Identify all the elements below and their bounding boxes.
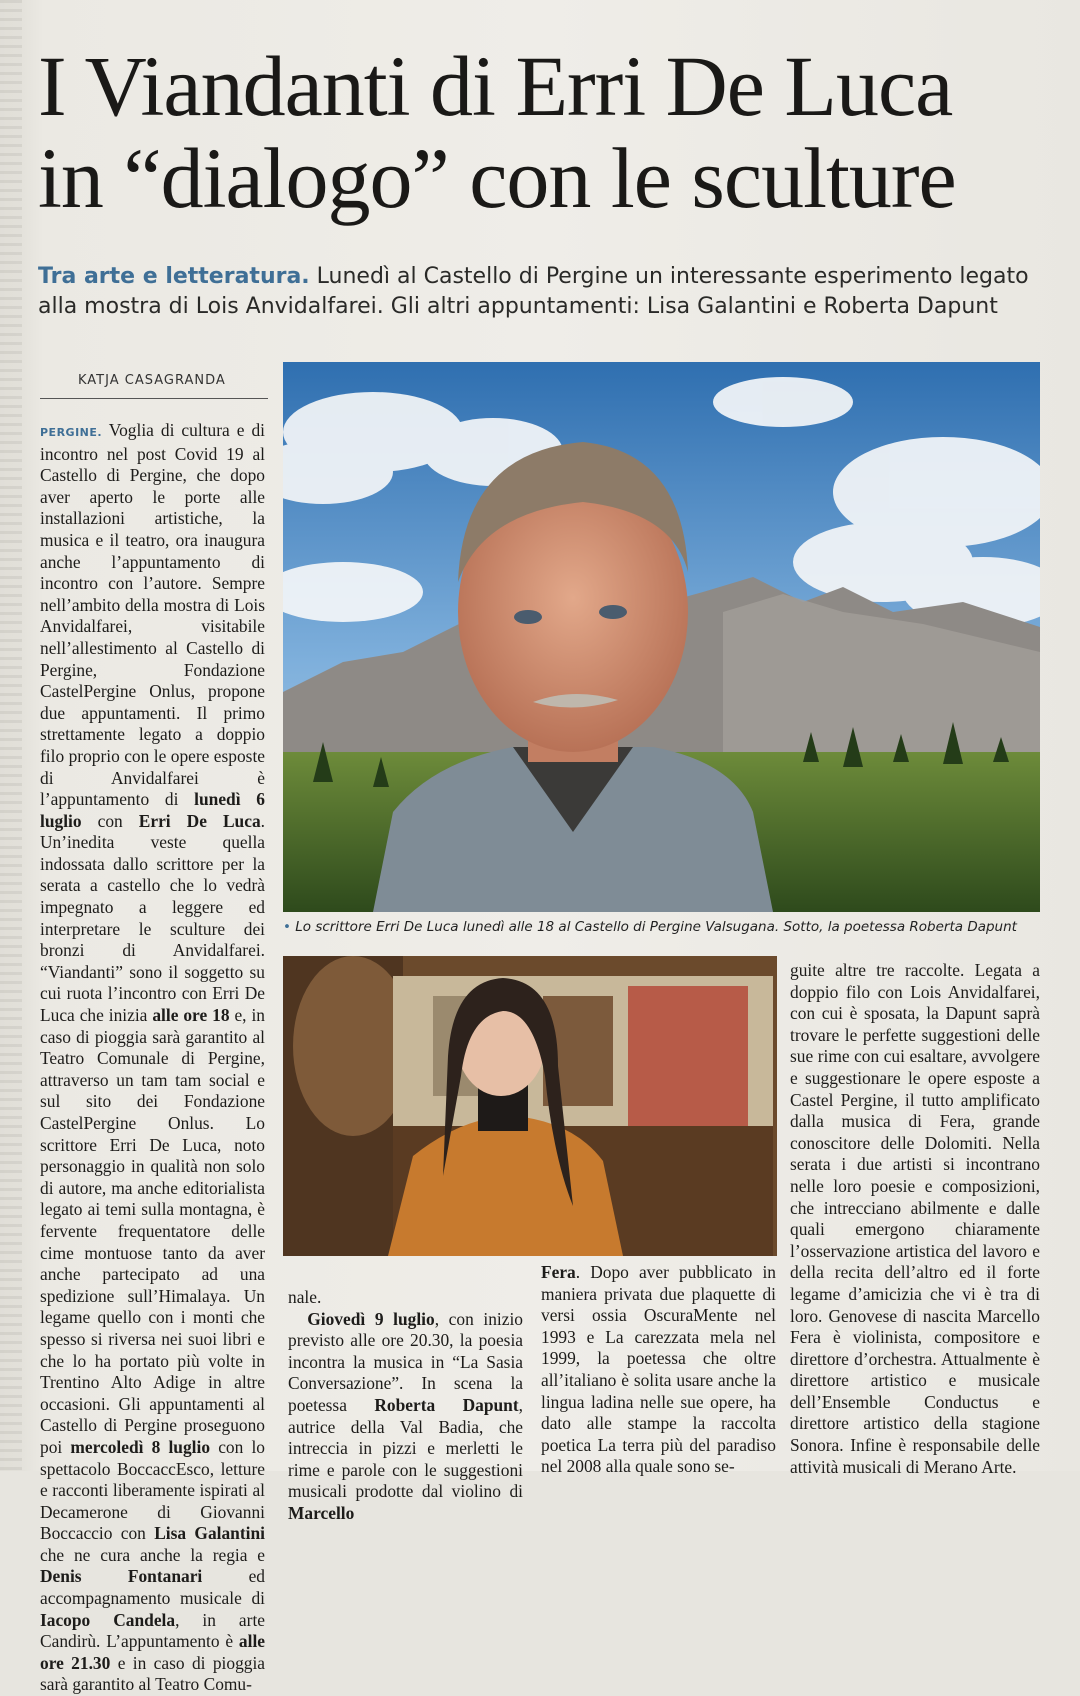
photo-caption	[283, 919, 1040, 935]
body-text: , in arte Candirù. L’appuntamento è	[40, 1609, 265, 1652]
article-headline	[38, 40, 1058, 224]
body-bold: Marcello	[288, 1502, 355, 1523]
body-text: ed accompagnamento musicale di	[40, 1566, 265, 1609]
poet-portrait-illustration	[283, 956, 777, 1256]
caption-bullet-icon: •	[283, 919, 291, 935]
body-bold: alle ore 18	[152, 1005, 230, 1026]
body-column-3	[541, 1262, 776, 1478]
body-bold: Iacopo Candela	[40, 1609, 176, 1630]
subhead-kicker: Tra arte e letteratura.	[38, 264, 310, 289]
body-text: con	[81, 810, 139, 831]
body-bold: Giovedì 9 luglio	[307, 1308, 435, 1329]
body-bold: Roberta Dapunt	[374, 1394, 519, 1415]
poet-portrait-photo	[283, 956, 777, 1256]
adjacent-column-bleed	[0, 0, 22, 1471]
body-bold: lunedì 6 luglio	[40, 789, 265, 831]
body-text: nale.	[288, 1287, 322, 1307]
body-column-2	[288, 1287, 523, 1525]
body-text: che ne cura anche la regia e	[40, 1544, 265, 1565]
dateline-place: PERGINE.	[40, 426, 103, 439]
body-text: guite altre tre raccolte. Legata a doppio filo con Lois Anvidalfarei, con cui è sposata, la Dapunt saprà trovare le perfette suggestioni delle sue rime con cui esaltare, avvolgere e suggestionare le opere esposte a Castel Pergine, il tutto amplificato dalla musica di Fera, grande conoscitore delle Dolomiti. Nella serata i due artisti si incontrano nelle loro poesie e composizioni, che intrecciano abilmente e dalle quali emergono chiaramente l’osservazione artistica del lavoro e della recita dell’altro ed il forte legame d’amicizia che vi è tra di loro. Genovese di nascita Marcello Fera è violinista, compositore e direttore d’orchestra. Attualmente è direttore artistico e musicale dell’Ensemble Conductus e direttore artistico della stagione Sonora. Infine è responsabile delle attività musicali di Merano Arte.	[790, 960, 1040, 1477]
body-bold: Fera	[541, 1262, 576, 1282]
body-text: Voglia di cultura e di incontro nel post Covid 19 al Castello di Pergine, che dopo aver aperto le porte alle installazioni artistiche, la musica e il teatro, ora inaugura anche l’appuntamento di incontro con l’autore. Sempre nell’ambito della mostra di Lois Anvidalfarei, visitabile nell’allestimento al Castello di Pergine, Fondazione CastelPergine Onlus, propone due appuntamenti. Il primo strettamente legato a doppio filo proprio con le opere esposte di Anvidalfarei è l’appuntamento di	[40, 420, 265, 810]
body-text: . Dopo aver pubblicato in maniera privata due plaquette di versi ossia OscuraMente nel 1993 e La carezzata mela nel 1999, la poetessa che oltre all’italiano è solita usare anche la lingua ladina nelle sue opere, ha dato alle stampe la raccolta poetica La terra più del paradiso nel 2008 alla quale sono se-	[541, 1262, 776, 1477]
body-bold: Erri De Luca	[138, 810, 261, 831]
body-column-4	[790, 960, 1040, 1478]
headline-line-2: in “dialogo” con le sculture	[38, 130, 956, 226]
caption-text: Lo scrittore Erri De Luca lunedì alle 18 al Castello di Pergine Valsugana. Sotto, la poetessa Roberta Dapunt	[295, 919, 1017, 935]
body-text: e in caso di pioggia sarà garantito al Teatro Comu-	[40, 1652, 266, 1695]
byline: KATJA CASAGRANDA	[78, 373, 226, 388]
headline-line-1: I Viandanti di Erri De Luca	[38, 38, 953, 134]
body-text: , autrice della Val Badia, che intreccia in pizzi e merletti le rime e parole con le suggestioni musicali prodotte dal violino di	[288, 1394, 524, 1502]
body-bold: mercoledì 8 luglio	[70, 1436, 211, 1457]
body-bold: Lisa Galantini	[154, 1523, 265, 1544]
body-text: , con inizio previsto alle ore 20.30, la poesia incontra la musica in “La Sasia Conversazione”. In scena la poetessa	[288, 1308, 523, 1415]
body-text: e, in caso di pioggia sarà garantito al Teatro Comunale di Pergine, attraverso un tam tam social e sul sito dei Fondazione CastelPergine Onlus. Lo scrittore Erri De Luca, noto personaggio in qualità non solo di autore, ma anche editorialista legato ai temi sulla montagna, è fervente frequentatore delle cime montuose tanto da aver anche partecipato ad una spedizione sull’Himalaya. Un legame quello con i monti che spesso si riversa nei suoi libri e che lo ha portato più volte in Trentino Alto Adige in altre occasioni. Gli appuntamenti al Castello di Pergine proseguono poi	[40, 1005, 265, 1457]
subhead-text: Lunedì al Castello di Pergine un interessante esperimento legato alla mostra di Lois Anvidalfarei. Gli altri appuntamenti: Lisa Galantini e Roberta Dapunt	[38, 264, 1029, 319]
byline-divider	[40, 398, 268, 399]
body-column-1	[40, 420, 265, 1696]
writer-portrait-illustration	[283, 362, 1040, 912]
writer-portrait-photo	[283, 362, 1040, 912]
body-text: con lo spettacolo BoccaccEsco, letture e racconti liberamente ispirati al Decamerone di Giovanni Boccaccio con	[40, 1436, 265, 1544]
body-bold: Denis Fontanari	[40, 1566, 203, 1587]
article-subhead	[38, 262, 1058, 322]
body-bold: alle ore 21.30	[40, 1631, 265, 1673]
body-text: . Un’inedita veste quella indossata dallo scrittore per la serata a castello che lo vedrà impegnato a leggere ed interpretare le sculture dei bronzi di Anvidalfarei. “Viandanti” sono il soggetto su cui ruota l’incontro con Erri De Luca che inizia	[40, 810, 266, 1026]
